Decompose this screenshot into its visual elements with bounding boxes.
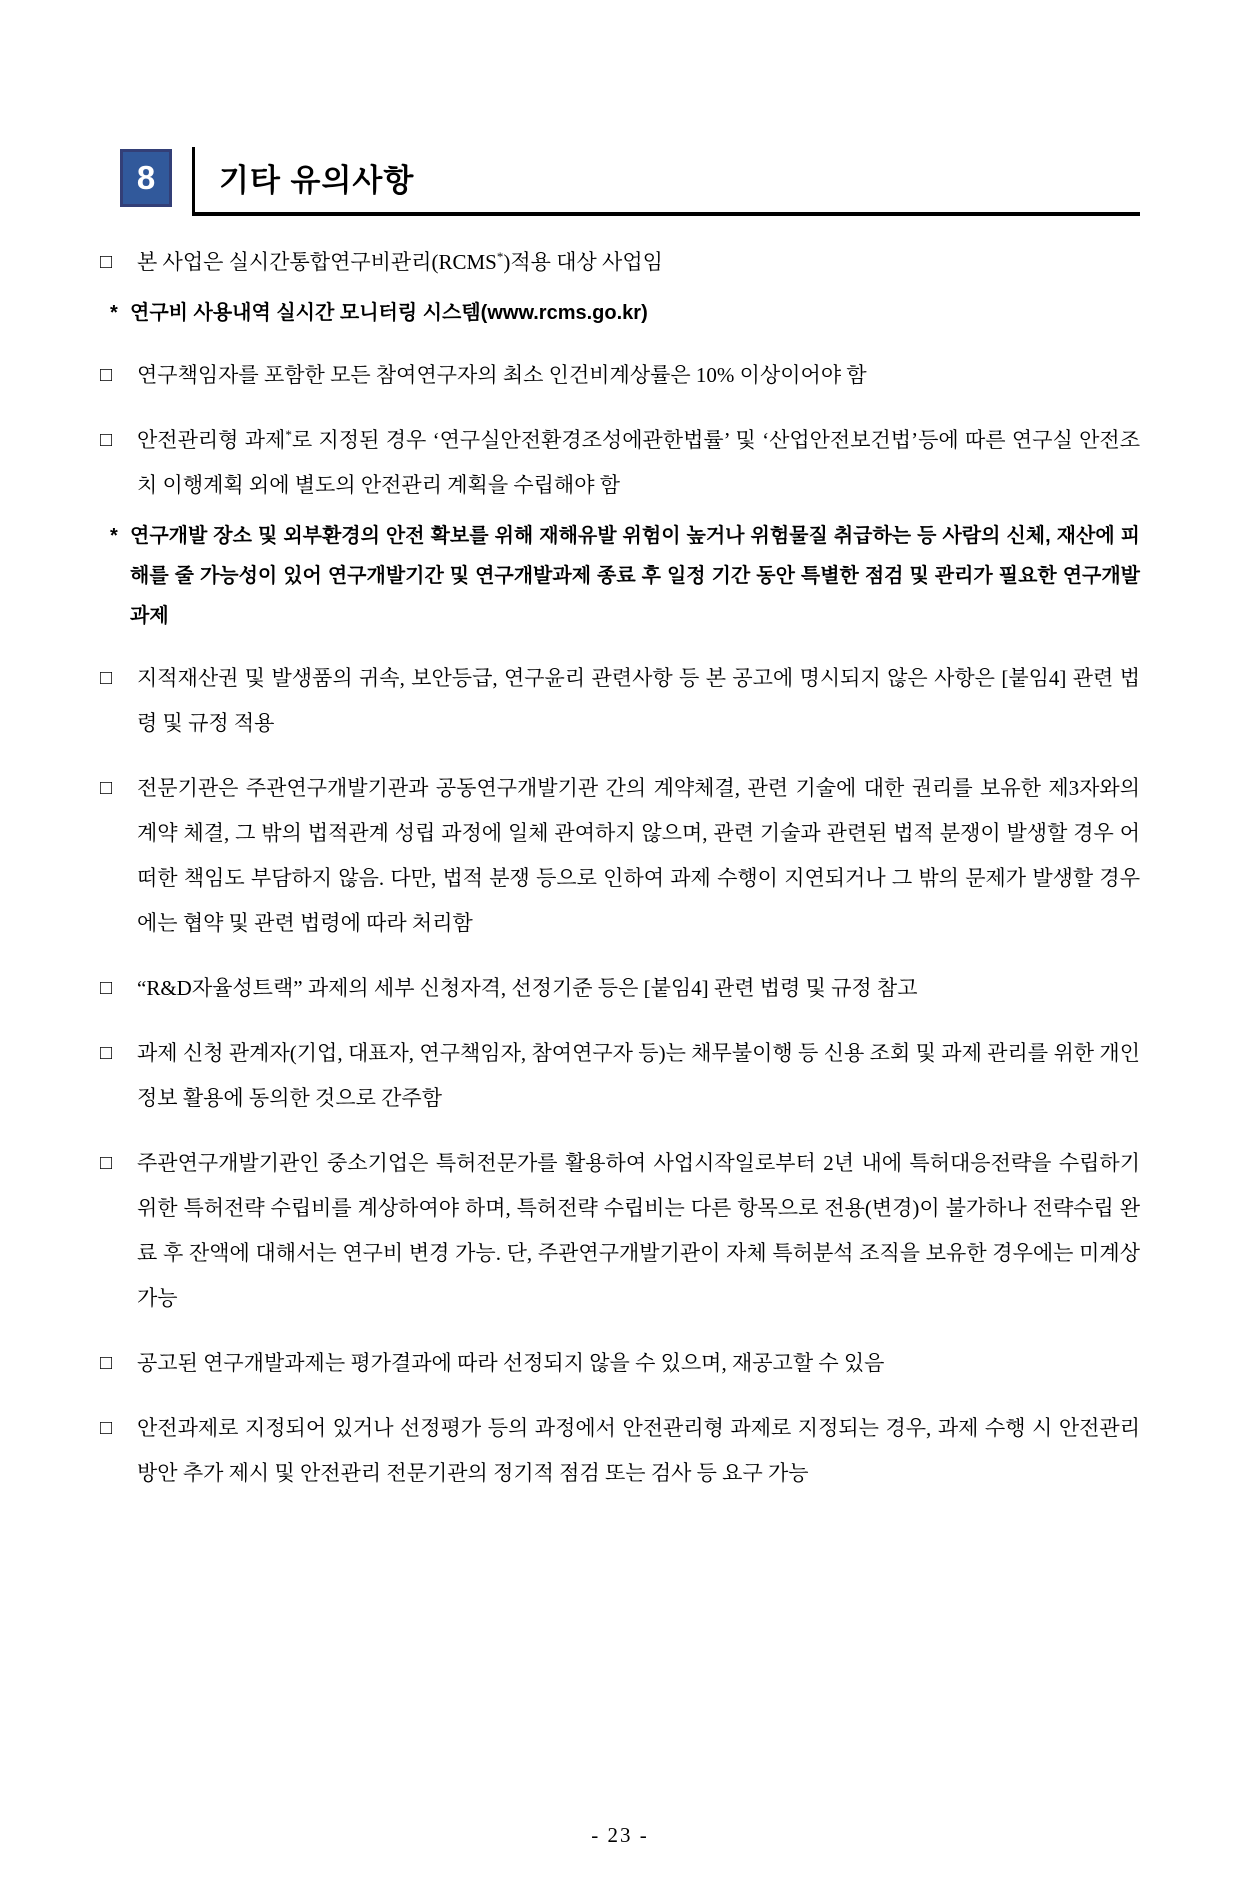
- item-text: [137, 353, 1140, 398]
- checkbox-bullet-icon: □: [100, 1152, 113, 1174]
- item-text: [137, 240, 1140, 285]
- bullet-item: [100, 1406, 1140, 1496]
- checkbox-bullet-icon: □: [100, 1417, 113, 1439]
- text-run: 공고된 연구개발과제는 평가결과에 따라 선정되지 않을 수 있으며, 재공고할 수 있음: [137, 1351, 885, 1375]
- text-run: 본 사업은 실시간통합연구비관리(RCMS: [137, 250, 497, 274]
- bullet-item: [100, 656, 1140, 746]
- section-header: [100, 147, 1140, 216]
- item-text: [137, 1141, 1140, 1321]
- item-text: [137, 656, 1140, 746]
- section-title-block: [192, 147, 1140, 216]
- bullet-item: [100, 1341, 1140, 1386]
- checkbox-bullet-icon: □: [100, 251, 113, 273]
- item-text: [137, 966, 1140, 1011]
- content-items: [100, 240, 1140, 1496]
- item-text: [137, 766, 1140, 946]
- item-text: [137, 1031, 1140, 1121]
- text-run: 안전과제로 지정되어 있거나 선정평가 등의 과정에서 안전관리형 과제로 지정되는 경우, 과제 수행 시 안전관리 방안 추가 제시 및 안전관리 전문기관의 정기적 점검 또는 검사 등 요구 가능: [137, 1416, 1140, 1485]
- item-text: [137, 418, 1140, 508]
- section-number-box: [120, 149, 172, 207]
- text-run: “R&D자율성트랙” 과제의 세부 신청자격, 선정기준 등은 [붙임4] 관련 법령 및 규정 참고: [137, 976, 918, 1000]
- section-title: 기타 유의사항: [219, 163, 415, 198]
- bullet-item: [100, 240, 1140, 285]
- bullet-item: [100, 418, 1140, 508]
- item-text: [137, 1341, 1140, 1386]
- bullet-item: [100, 1031, 1140, 1121]
- section-number: 8: [136, 159, 156, 196]
- text-run: 안전관리형 과제: [137, 428, 286, 452]
- item-text: [130, 293, 1140, 333]
- text-run: 로 지정된 경우 ‘연구실안전환경조성에관한법률’ 및 ‘산업안전보건법’등에 따른 연구실 안전조치 이행계획 외에 별도의 안전관리 계획을 수립해야 함: [137, 428, 1140, 497]
- bullet-item: [100, 1141, 1140, 1321]
- text-run: )적용 대상 사업임: [503, 250, 663, 274]
- text-run: 과제 신청 관계자(기업, 대표자, 연구책임자, 참여연구자 등)는 채무불이행 등 신용 조회 및 과제 관리를 위한 개인정보 활용에 동의한 것으로 간주함: [137, 1041, 1140, 1110]
- text-run: 연구비 사용내역 실시간 모니터링 시스템(www.rcms.go.kr): [130, 302, 648, 324]
- text-run: 주관연구개발기관인 중소기업은 특허전문가를 활용하여 사업시작일로부터 2년 내에 특허대응전략을 수립하기 위한 특허전략 수립비를 계상하여야 하며, 특허전략 수립비는 다른 항목으로 전용(변경)이 불가하나 전략수립 완료 후 잔액에 대해서는 연구비 변경 가능. 단, 주관연구개발기관이 자체 특허분석 조직을 보유한 경우에는 미계상 가능: [137, 1151, 1140, 1310]
- bullet-item: [100, 766, 1140, 946]
- checkbox-bullet-icon: □: [100, 977, 113, 999]
- item-text: [130, 516, 1140, 636]
- footnote-item: [100, 293, 1140, 333]
- item-text: [137, 1406, 1140, 1496]
- text-run: 연구개발 장소 및 외부환경의 안전 확보를 위해 재해유발 위험이 높거나 위험물질 취급하는 등 사람의 신체, 재산에 피해를 줄 가능성이 있어 연구개발기간 및 연구개발과제 종료 후 일정 기간 동안 특별한 점검 및 관리가 필요한 연구개발과제: [130, 525, 1140, 627]
- checkbox-bullet-icon: □: [100, 777, 113, 799]
- footnote-item: [100, 516, 1140, 636]
- checkbox-bullet-icon: □: [100, 364, 113, 386]
- bullet-item: [100, 966, 1140, 1011]
- checkbox-bullet-icon: □: [100, 1352, 113, 1374]
- text-run: 전문기관은 주관연구개발기관과 공동연구개발기관 간의 계약체결, 관련 기술에 대한 권리를 보유한 제3자와의 계약 체결, 그 밖의 법적관계 성립 과정에 일체 관여하지 않으며, 관련 기술과 관련된 법적 분쟁이 발생할 경우 어떠한 책임도 부담하지 않음. 다만, 법적 분쟁 등으로 인하여 과제 수행이 지연되거나 그 밖의 문제가 발생할 경우에는 협약 및 관련 법령에 따라 처리함: [137, 776, 1140, 935]
- document-page: [0, 147, 1240, 1900]
- checkbox-bullet-icon: □: [100, 429, 113, 451]
- checkbox-bullet-icon: □: [100, 1042, 113, 1064]
- text-run: 지적재산권 및 발생품의 귀속, 보안등급, 연구윤리 관련사항 등 본 공고에 명시되지 않은 사항은 [붙임4] 관련 법령 및 규정 적용: [137, 666, 1140, 735]
- superscript-asterisk: *: [285, 427, 292, 442]
- bullet-item: [100, 353, 1140, 398]
- superscript-asterisk: *: [496, 249, 504, 264]
- page-number: - 23 -: [591, 1823, 649, 1847]
- asterisk-marker-icon: *: [110, 302, 118, 324]
- asterisk-marker-icon: *: [110, 525, 118, 547]
- checkbox-bullet-icon: □: [100, 667, 113, 689]
- text-run: 연구책임자를 포함한 모든 참여연구자의 최소 인건비계상률은 10% 이상이어야 함: [137, 363, 867, 387]
